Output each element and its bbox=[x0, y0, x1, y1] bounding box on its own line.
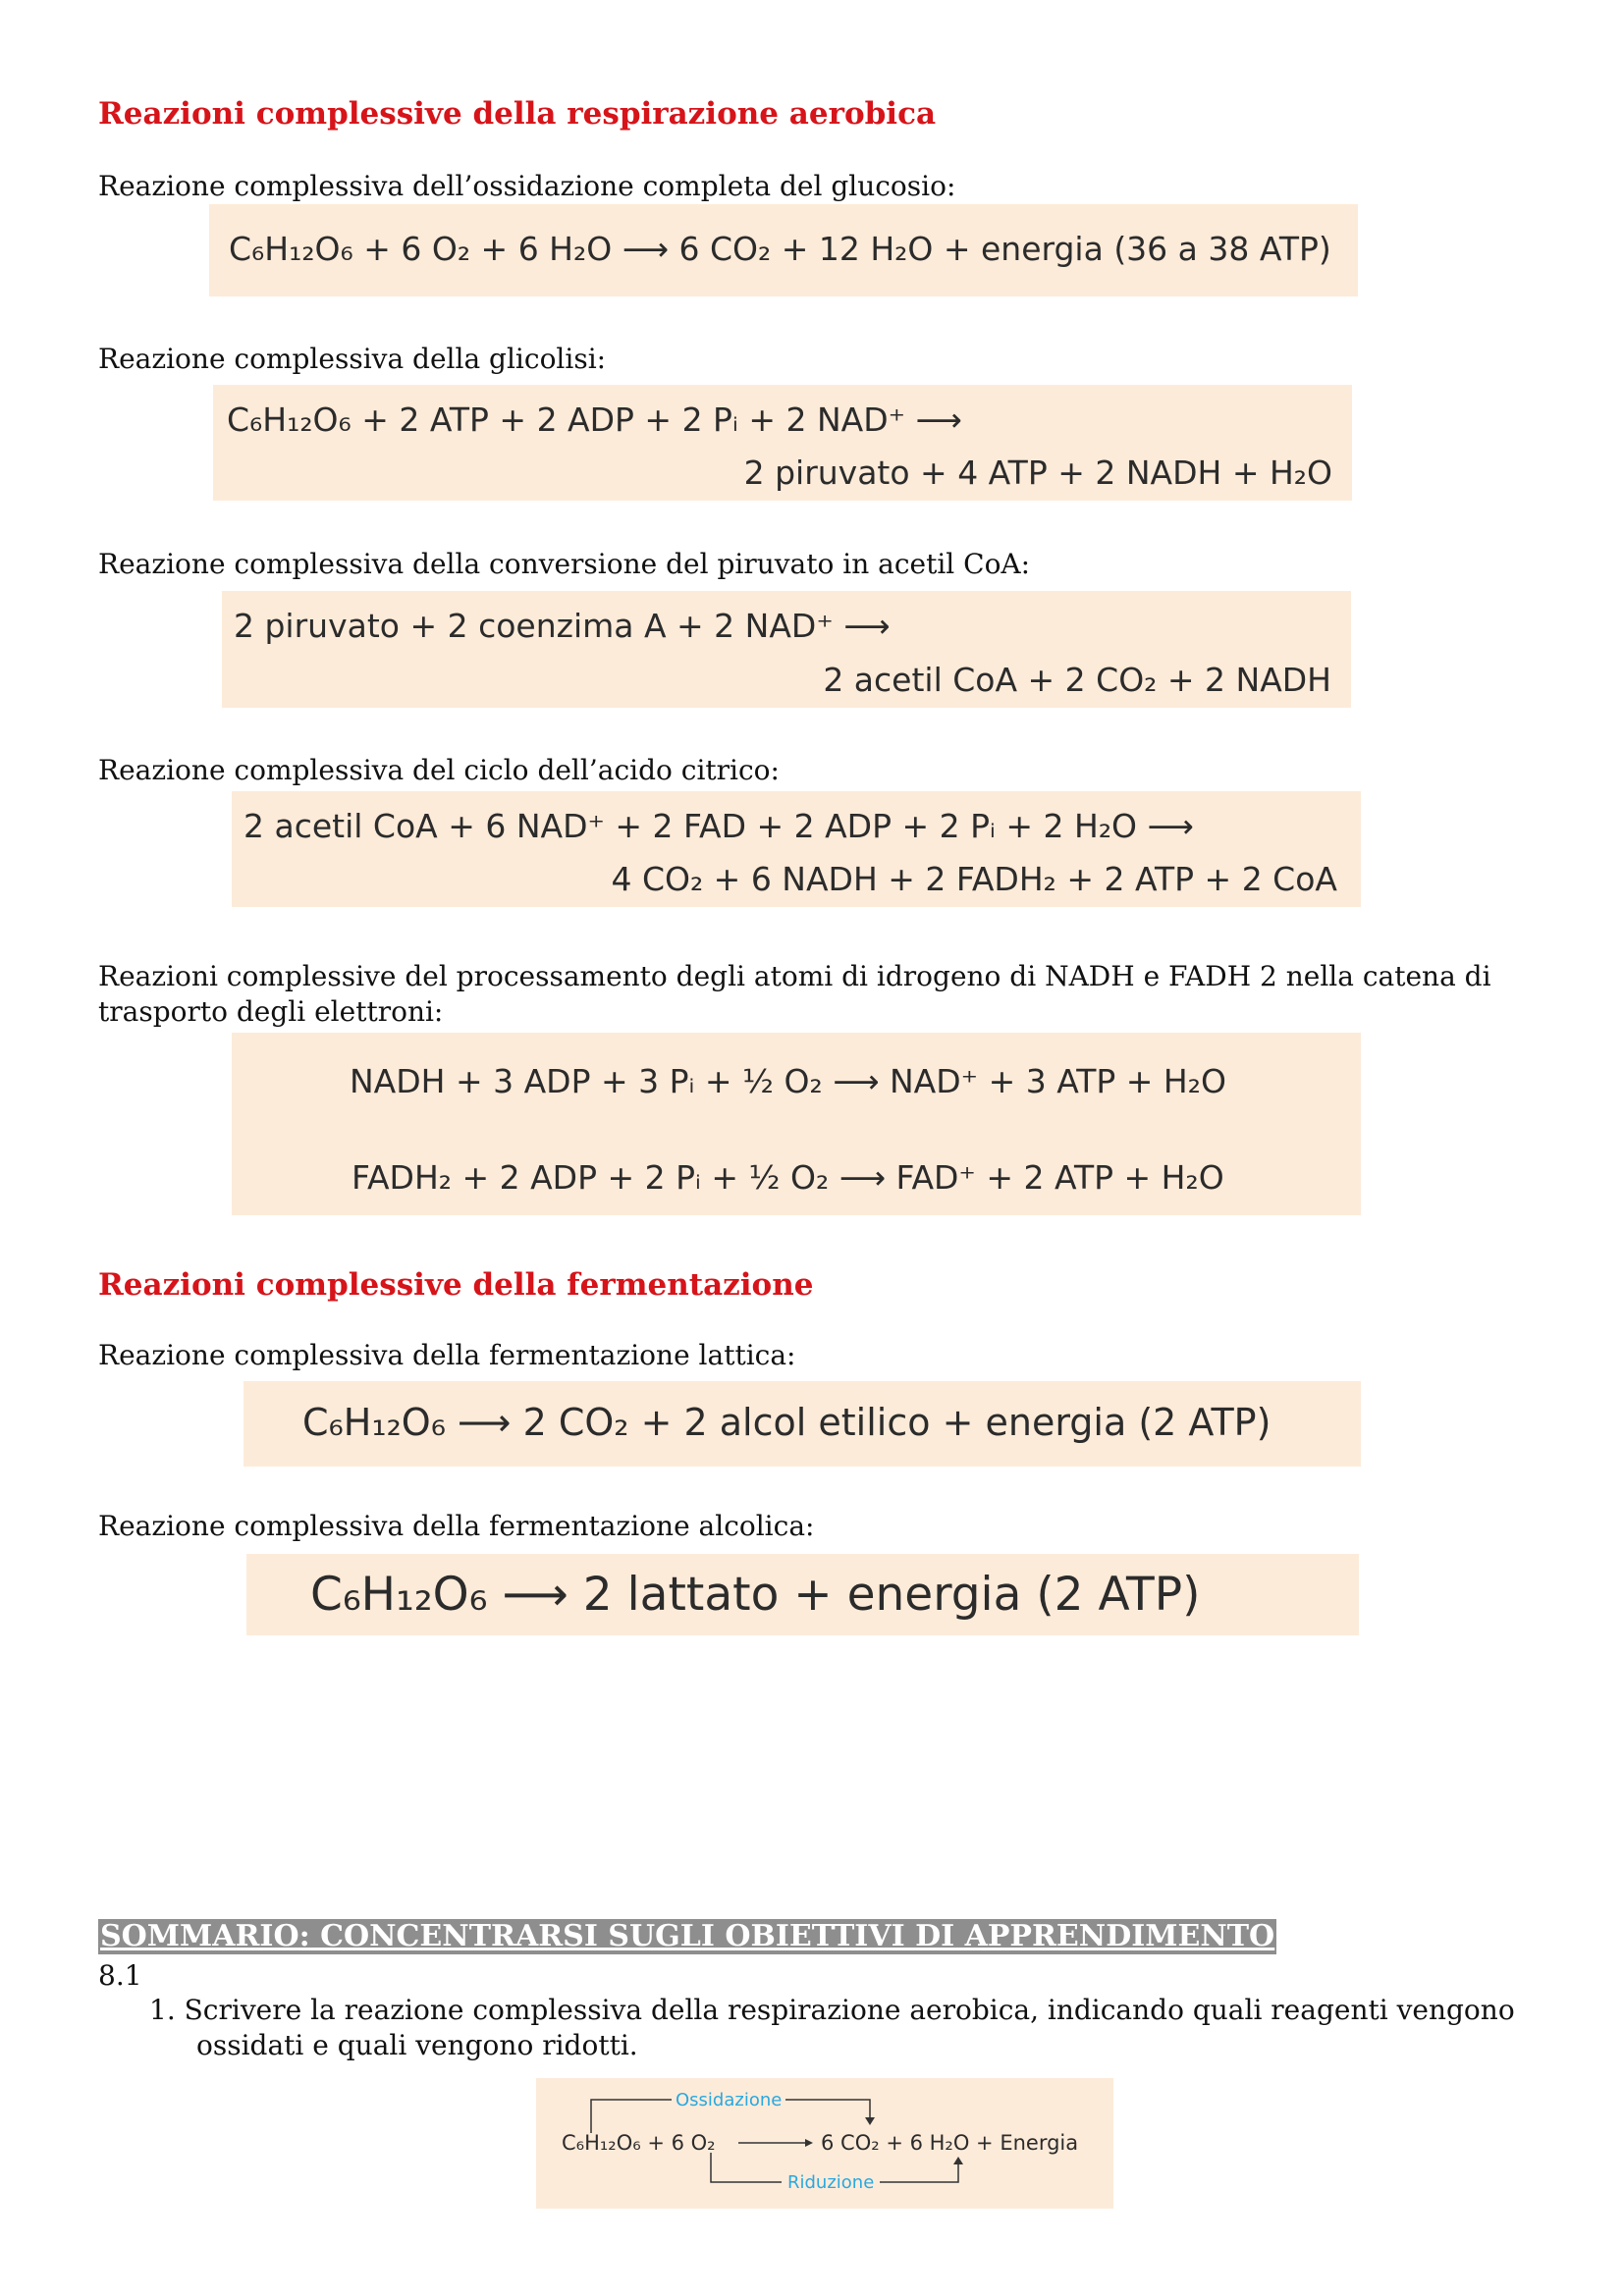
equation-box-electron-transport bbox=[232, 1033, 1361, 1215]
equation-pyruvate-line2: 2 acetil CoA + 2 CO₂ + 2 NADH bbox=[823, 661, 1331, 699]
equation-box-citric bbox=[232, 791, 1361, 907]
label-glycolysis: Reazione complessiva della glicolisi: bbox=[98, 343, 607, 375]
diagram-products: 6 CO₂ + 6 H₂O + Energia bbox=[821, 2131, 1079, 2155]
label-lactic-fermentation: Reazione complessiva della fermentazione lattica: bbox=[98, 1339, 796, 1371]
equation-glycolysis-line1: C₆H₁₂O₆ + 2 ATP + 2 ADP + 2 Pᵢ + 2 NAD⁺ ⟶ bbox=[227, 400, 962, 439]
equation-lactic: C₆H₁₂O₆ ⟶ 2 CO₂ + 2 alcol etilico + energia (2 ATP) bbox=[302, 1401, 1271, 1444]
equation-glucose: C₆H₁₂O₆ + 6 O₂ + 6 H₂O ⟶ 6 CO₂ + 12 H₂O + energia (36 a 38 ATP) bbox=[229, 230, 1331, 268]
list-item-1-line2: ossidati e quali vengono ridotti. bbox=[196, 2029, 638, 2061]
reduction-label: Riduzione bbox=[787, 2172, 875, 2193]
equation-nadh: NADH + 3 ADP + 3 Pᵢ + ½ O₂ ⟶ NAD⁺ + 3 ATP + H₂O bbox=[350, 1062, 1226, 1100]
equation-alcoholic: C₆H₁₂O₆ ⟶ 2 lattato + energia (2 ATP) bbox=[310, 1568, 1201, 1622]
label-glucose-oxidation: Reazione complessiva dell’ossidazione completa del glucosio: bbox=[98, 170, 956, 202]
equation-box-glycolysis bbox=[213, 385, 1352, 501]
label-alcoholic-fermentation: Reazione complessiva della fermentazione alcolica: bbox=[98, 1510, 815, 1542]
equation-box-alcoholic bbox=[246, 1554, 1359, 1635]
label-citric-acid-cycle: Reazione complessiva del ciclo dell’acido citrico: bbox=[98, 754, 780, 786]
equation-pyruvate-line1: 2 piruvato + 2 coenzima A + 2 NAD⁺ ⟶ bbox=[234, 607, 891, 645]
equation-citric-line1: 2 acetil CoA + 6 NAD⁺ + 2 FAD + 2 ADP + 2 Pᵢ + 2 H₂O ⟶ bbox=[243, 807, 1194, 845]
equation-box-lactic bbox=[243, 1381, 1361, 1467]
equation-box-glucose bbox=[209, 204, 1358, 296]
list-item-1-line1: 1. Scrivere la reazione complessiva della respirazione aerobica, indicando quali reagenti vengono bbox=[149, 1994, 1515, 2026]
equation-glycolysis-line2: 2 piruvato + 4 ATP + 2 NADH + H₂O bbox=[743, 454, 1332, 492]
section-title-fermentation: Reazioni complessive della fermentazione bbox=[98, 1267, 814, 1303]
section-number: 8.1 bbox=[98, 1959, 142, 1992]
equation-citric-line2: 4 CO₂ + 6 NADH + 2 FADH₂ + 2 ATP + 2 CoA bbox=[611, 860, 1337, 898]
diagram-reactants: C₆H₁₂O₆ + 6 O₂ bbox=[562, 2131, 716, 2155]
equation-fadh2: FADH₂ + 2 ADP + 2 Pᵢ + ½ O₂ ⟶ FAD⁺ + 2 ATP + H₂O bbox=[352, 1158, 1224, 1197]
label-electron-transport-line1: Reazioni complessive del processamento degli atomi di idrogeno di NADH e FADH 2 nella catena di bbox=[98, 960, 1491, 992]
redox-diagram bbox=[536, 2078, 1113, 2209]
oxidation-label: Ossidazione bbox=[676, 2090, 783, 2110]
section-title-aerobic: Reazioni complessive della respirazione aerobica bbox=[98, 96, 937, 132]
summary-title: SOMMARIO: CONCENTRARSI SUGLI OBIETTIVI DI APPRENDIMENTO bbox=[100, 1919, 1275, 1953]
label-electron-transport-line2: trasporto degli elettroni: bbox=[98, 995, 444, 1028]
label-pyruvate-conversion: Reazione complessiva della conversione del piruvato in acetil CoA: bbox=[98, 548, 1031, 580]
equation-box-pyruvate bbox=[222, 591, 1351, 708]
